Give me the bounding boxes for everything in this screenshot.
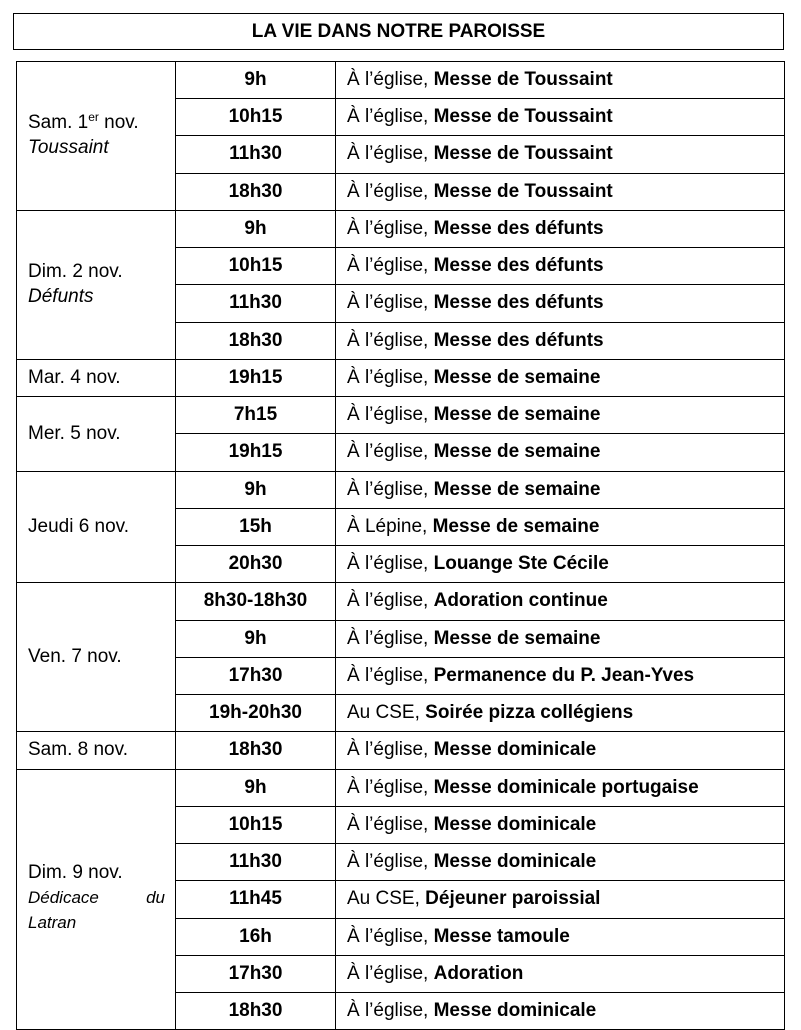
- time-cell: 18h30: [176, 993, 336, 1030]
- event-place: À l’église,: [347, 366, 434, 388]
- event-cell: [336, 546, 785, 583]
- event-name: Messe de Toussaint: [433, 105, 613, 127]
- event-cell: [336, 285, 785, 323]
- event-cell: [336, 956, 785, 993]
- time-cell: 17h30: [176, 956, 336, 993]
- event-cell: [336, 770, 785, 807]
- event-name: Messe de semaine: [433, 478, 601, 500]
- time-cell: 19h15: [176, 360, 336, 397]
- event-place: À l’église,: [347, 217, 434, 239]
- day-cell: [17, 732, 176, 770]
- event-place: À l’église,: [347, 254, 434, 276]
- event-name: Déjeuner paroissial: [425, 888, 601, 910]
- time-cell: 7h15: [176, 397, 336, 434]
- event-name: Messe dominicale: [433, 739, 597, 761]
- schedule-row: [17, 472, 785, 509]
- event-cell: [336, 360, 785, 397]
- event-place: À l’église,: [347, 776, 434, 798]
- schedule-row: [17, 62, 785, 99]
- event-cell: [336, 211, 785, 248]
- time-cell: 9h: [176, 211, 336, 248]
- day-label: Dim. 2 nov.: [28, 261, 123, 283]
- event-name: Permanence du P. Jean-Yves: [433, 664, 695, 686]
- time-cell: 9h: [176, 62, 336, 99]
- time-cell: 9h: [176, 621, 336, 658]
- event-cell: [336, 62, 785, 99]
- event-name: Messe de Toussaint: [433, 180, 613, 202]
- event-cell: [336, 844, 785, 881]
- event-place: À l’église,: [347, 813, 434, 835]
- event-cell: [336, 807, 785, 844]
- event-place: À l’église,: [347, 180, 434, 202]
- schedule-row: [17, 211, 785, 248]
- event-cell: [336, 472, 785, 509]
- event-place: À l’église,: [347, 739, 434, 761]
- event-name: Messe de Toussaint: [433, 143, 613, 165]
- event-place: À l’église,: [347, 478, 434, 500]
- schedule-row: [17, 770, 785, 807]
- event-cell: [336, 248, 785, 285]
- feast-label: Toussaint: [28, 137, 109, 158]
- time-cell: 9h: [176, 770, 336, 807]
- time-cell: 10h15: [176, 99, 336, 136]
- event-name: Adoration continue: [433, 590, 608, 612]
- day-label: Ven. 7 nov.: [28, 645, 122, 667]
- event-name: Messe tamoule: [433, 925, 570, 947]
- feast-label: Défunts: [28, 286, 94, 307]
- schedule-table: [16, 61, 785, 1030]
- event-name: Louange Ste Cécile: [433, 552, 609, 574]
- day-label: Mer. 5 nov.: [28, 422, 121, 444]
- event-place: À l’église,: [347, 590, 434, 612]
- day-cell: [17, 360, 176, 397]
- time-cell: 8h30-18h30: [176, 583, 336, 621]
- event-cell: [336, 323, 785, 360]
- event-place: À l’église,: [347, 441, 434, 463]
- time-cell: 16h: [176, 919, 336, 956]
- event-name: Messe de semaine: [433, 403, 601, 425]
- event-cell: [336, 136, 785, 174]
- event-place: À l’église,: [347, 105, 434, 127]
- time-cell: 19h15: [176, 434, 336, 472]
- time-cell: 10h15: [176, 807, 336, 844]
- feast-label: Dédicace du Latran: [28, 888, 165, 932]
- day-label: Sam. 1er nov.: [28, 110, 139, 134]
- schedule-row: [17, 732, 785, 770]
- event-name: Messe de Toussaint: [433, 68, 613, 90]
- schedule-body: [17, 62, 785, 1030]
- event-name: Messe de semaine: [432, 515, 600, 537]
- time-cell: 10h15: [176, 248, 336, 285]
- event-place: À l’église,: [347, 962, 434, 984]
- time-cell: 15h: [176, 509, 336, 546]
- event-cell: [336, 621, 785, 658]
- time-cell: 19h-20h30: [176, 695, 336, 732]
- event-name: Messe des défunts: [433, 329, 604, 351]
- event-name: Messe des défunts: [433, 217, 604, 239]
- event-name: Messe dominicale portugaise: [433, 776, 699, 798]
- event-name: Messe dominicale: [433, 850, 597, 872]
- day-cell: [17, 770, 176, 1030]
- time-cell: 20h30: [176, 546, 336, 583]
- day-cell: [17, 211, 176, 360]
- day-label: Dim. 9 nov.: [28, 862, 123, 884]
- event-name: Soirée pizza collégiens: [425, 701, 634, 723]
- event-cell: [336, 99, 785, 136]
- time-cell: 11h30: [176, 844, 336, 881]
- time-cell: 9h: [176, 472, 336, 509]
- event-cell: [336, 881, 785, 919]
- schedule-row: [17, 360, 785, 397]
- event-name: Messe de semaine: [433, 366, 601, 388]
- event-place: À Lépine,: [347, 515, 433, 537]
- event-cell: [336, 434, 785, 472]
- event-name: Messe des défunts: [433, 254, 604, 276]
- event-name: Messe dominicale: [433, 999, 597, 1021]
- event-place: Au CSE,: [347, 888, 426, 910]
- time-cell: 11h30: [176, 285, 336, 323]
- time-cell: 18h30: [176, 323, 336, 360]
- event-cell: [336, 658, 785, 695]
- day-label: Sam. 8 nov.: [28, 739, 128, 761]
- event-cell: [336, 919, 785, 956]
- event-cell: [336, 732, 785, 770]
- event-name: Messe des défunts: [433, 292, 604, 314]
- event-place: À l’église,: [347, 143, 434, 165]
- event-place: À l’église,: [347, 627, 434, 649]
- time-cell: 11h30: [176, 136, 336, 174]
- day-label: Jeudi 6 nov.: [28, 515, 130, 537]
- event-place: À l’église,: [347, 292, 434, 314]
- page-title: LA VIE DANS NOTRE PAROISSE: [13, 13, 784, 50]
- day-cell: [17, 583, 176, 732]
- day-cell: [17, 472, 176, 583]
- event-place: À l’église,: [347, 403, 434, 425]
- event-cell: [336, 509, 785, 546]
- event-place: À l’église,: [347, 329, 434, 351]
- event-place: À l’église,: [347, 850, 434, 872]
- event-place: À l’église,: [347, 552, 434, 574]
- schedule-row: [17, 397, 785, 434]
- event-cell: [336, 583, 785, 621]
- day-cell: [17, 397, 176, 472]
- event-name: Messe de semaine: [433, 627, 601, 649]
- event-name: Adoration: [433, 962, 524, 984]
- day-label: Mar. 4 nov.: [28, 366, 121, 388]
- time-cell: 11h45: [176, 881, 336, 919]
- event-place: À l’église,: [347, 925, 434, 947]
- event-place: À l’église,: [347, 999, 434, 1021]
- event-place: À l’église,: [347, 68, 434, 90]
- event-cell: [336, 397, 785, 434]
- time-cell: 18h30: [176, 732, 336, 770]
- time-cell: 17h30: [176, 658, 336, 695]
- event-cell: [336, 174, 785, 211]
- event-name: Messe dominicale: [433, 813, 597, 835]
- event-place: Au CSE,: [347, 701, 426, 723]
- schedule-row: [17, 583, 785, 621]
- time-cell: 18h30: [176, 174, 336, 211]
- event-cell: [336, 695, 785, 732]
- day-ordinal-suffix: er: [88, 110, 99, 125]
- day-cell: [17, 62, 176, 211]
- event-name: Messe de semaine: [433, 441, 601, 463]
- event-place: À l’église,: [347, 664, 434, 686]
